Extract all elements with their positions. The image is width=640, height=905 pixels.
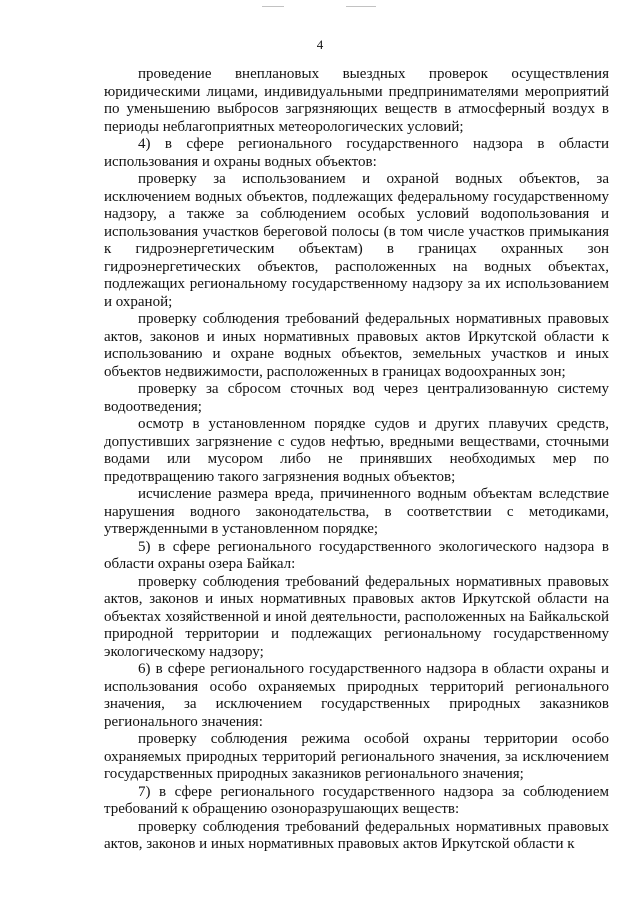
paragraph-ozone-section-heading: 7) в сфере регионального государственного надзора за соблюдением требований к обращению озоноразрушающих веществ: [104,783,609,817]
paragraph-baikal-inspection: проверку соблюдения требований федеральных нормативных правовых актов, законов и иных нормативных правовых актов Иркутской области на объектах хозяйственной и иной деятельности, расположенных на Байкальской природной территории и подлежащих региональному государственному экологическому надзору; [104,573,609,660]
page-number: 4 [316,37,324,52]
document-body [104,66,609,854]
paragraph-wastewater-inspection: проверку за сбросом сточных вод через централизованную систему водоотведения; [104,381,609,415]
scan-artifact [346,6,376,7]
paragraph-baikal-section-heading: 5) в сфере регионального государственного экологического надзора в области охраны озера Байкал: [104,538,609,572]
scan-artifact [262,6,284,7]
paragraph-water-section-heading: 4) в сфере регионального государственного надзора в области использования и охраны водных объектов: [104,136,609,170]
paragraph-air-inspections: проведение внеплановых выездных проверок осуществления юридическими лицами, индивидуальными предпринимателями мероприятий по уменьшению выбросов загрязняющих веществ в атмосферный воздух в периоды неблагоприятных метеорологических условий; [104,66,609,135]
paragraph-protected-areas-inspection: проверку соблюдения режима особой охраны территории особо охраняемых природных территорий регионального значения, за исключением государственных природных заказников регионального значения; [104,731,609,782]
paragraph-water-protection-requirements: проверку соблюдения требований федеральных нормативных правовых актов, законов и иных нормативных правовых актов Иркутской области к использованию и охране водных объектов, земельных участков и иных объектов недвижимости, расположенных в границах водоохранных зон; [104,311,609,380]
paragraph-ozone-inspection: проверку соблюдения требований федеральных нормативных правовых актов, законов и иных нормативных правовых актов Иркутской области к [104,818,609,852]
paragraph-damage-calculation: исчисление размера вреда, причиненного водным объектам вследствие нарушения водного законодательства, в соответствии с методиками, утвержденными в установленном порядке; [104,486,609,537]
paragraph-water-use-inspection: проверку за использованием и охраной водных объектов, за исключением водных объектов, подлежащих федеральному государственному надзору, а также за соблюдением особых условий водопользования и использования участков береговой полосы (в том числе участков примыкания к гидроэнергетическим объектам) в границах охранных зон гидроэнергетических объектов, расположенных на водных объектах, подлежащих региональному государственному надзору за их использованием и охраной; [104,171,609,310]
paragraph-protected-areas-heading: 6) в сфере регионального государственного надзора в области охраны и использования особо охраняемых природных территорий регионального значения, за исключением государственных природных заказников регионального значения: [104,661,609,730]
paragraph-vessel-inspection: осмотр в установленном порядке судов и других плавучих средств, допустивших загрязнение с судов нефтью, вредными веществами, сточными водами или мусором либо не принявших необходимых мер по предотвращению такого загрязнения водных объектов; [104,416,609,485]
